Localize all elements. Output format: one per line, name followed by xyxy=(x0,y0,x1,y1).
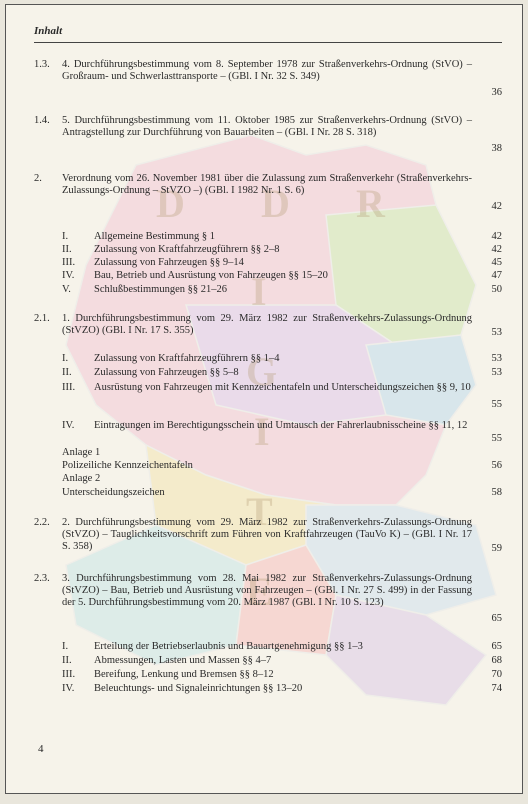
page-header-title: Inhalt xyxy=(34,25,63,37)
subentry-text: Zulassung von Fahrzeugen §§ 5–8 xyxy=(94,367,239,378)
entry-text: 5. Durchführungsbestimmung vom 11. Oktober 1985 zur Straßenverkehrs-Ordnung (StVO) – Antragstellung zur Durchführung von Bauarbeiten – (GBl. I Nr. 28 S. 318) xyxy=(62,115,472,139)
watermark-letter: D xyxy=(261,181,290,226)
subentry-numeral: III. xyxy=(62,257,76,268)
subentry-text: Eintragungen im Berechtigungsschein und Umtausch der Fahrerlaubnisscheine §§ 11, 12 xyxy=(94,420,468,431)
subentry-page: 55 xyxy=(491,433,502,444)
watermark-letter: R xyxy=(356,181,385,226)
annex-label: Anlage 2 xyxy=(62,473,101,484)
subentry-page: 53 xyxy=(491,353,502,364)
subentry-numeral: II. xyxy=(62,367,72,378)
watermark-letter: I xyxy=(251,269,267,314)
subentry-page: 53 xyxy=(491,367,502,378)
subentry-page: 68 xyxy=(491,655,502,666)
watermark-letter: G xyxy=(246,349,278,394)
watermark-letter: E xyxy=(246,569,273,614)
subentry-text: Ausrüstung von Fahrzeugen mit Kennzeichentafeln und Unterscheidungszeichen §§ 9, 10 xyxy=(94,382,471,393)
subentry-page: 45 xyxy=(491,257,502,268)
subentry-numeral: I. xyxy=(62,231,69,242)
subentry-numeral: II. xyxy=(62,244,72,255)
subentry-text: Zulassung von Kraftfahrzeugführern §§ 2–8 xyxy=(94,244,280,255)
document-page xyxy=(5,4,523,794)
subentry-page: 55 xyxy=(491,399,502,410)
entry-text: 1. Durchführungsbestimmung vom 29. März 1982 zur Straßenverkehrs-Zulassungs-Ordnung (StVZO) (GBl. I Nr. 17 S. 355) xyxy=(62,313,472,337)
entry-page: 53 xyxy=(491,327,502,338)
entry-page: 65 xyxy=(491,613,502,624)
subentry-text: Erteilung der Betriebserlaubnis und Bauartgenehmigung §§ 1–3 xyxy=(94,641,363,652)
page-number: 4 xyxy=(38,743,44,755)
subentry-numeral: IV. xyxy=(62,270,75,281)
header-rule xyxy=(34,42,502,43)
subentry-page: 65 xyxy=(491,641,502,652)
entry-page: 42 xyxy=(491,201,502,212)
subentry-text: Zulassung von Kraftfahrzeugführern §§ 1–4 xyxy=(94,353,280,364)
entry-text: 4. Durchführungsbestimmung vom 8. September 1978 zur Straßenverkehrs-Ordnung (StVO) – Großraum- und Schwerlasttransporte – (GBl. I Nr. 32 S. 349) xyxy=(62,59,472,83)
watermark-letter: D xyxy=(156,181,185,226)
subentry-numeral: I. xyxy=(62,353,69,364)
subentry-numeral: III. xyxy=(62,669,76,680)
entry-number: 1.4. xyxy=(34,115,50,126)
subentry-text: Abmessungen, Lasten und Massen §§ 4–7 xyxy=(94,655,272,666)
entry-text: Verordnung vom 26. November 1981 über die Zulassung zum Straßenverkehr (Straßenverkehrs-Zulassungs-Ordnung – StVZO –) (GBl. I 1982 Nr. 1 S. 6) xyxy=(62,173,472,197)
annex-page: 56 xyxy=(491,460,502,471)
subentry-numeral: IV. xyxy=(62,683,75,694)
subentry-text: Zulassung von Fahrzeugen §§ 9–14 xyxy=(94,257,244,268)
subentry-page: 42 xyxy=(491,244,502,255)
subentry-text: Bereifung, Lenkung und Bremsen §§ 8–12 xyxy=(94,669,274,680)
entry-number: 2. xyxy=(34,173,42,184)
entry-page: 59 xyxy=(491,543,502,554)
entry-page: 38 xyxy=(491,143,502,154)
entry-text: 2. Durchführungsbestimmung vom 29. März 1982 zur Straßenverkehrs-Zulassungs-Ordnung (StVZO) – Tauglichkeitsvorschrift zum Führen von Kraftfahrzeugen (TauVo K) – (GBl. I Nr. 17 S. 358) xyxy=(62,517,472,553)
watermark-letter: I xyxy=(254,409,270,454)
subentry-page: 50 xyxy=(491,284,502,295)
entry-text: 3. Durchführungsbestimmung vom 28. Mai 1982 zur Straßenverkehrs-Zulassungs-Ordnung (StVZO) – Bau, Betrieb und Ausrüstung von Fahrzeugen – (GBl. I Nr. 27 S. 499) in der Fassung der 5. Durchführungsbestimmung vom 20. März 1987 (GBl. I Nr. 10 S. 123) xyxy=(62,573,472,609)
subentry-numeral: V. xyxy=(62,284,71,295)
annex-label: Anlage 1 xyxy=(62,447,101,458)
subentry-text: Bau, Betrieb und Ausrüstung von Fahrzeugen §§ 15–20 xyxy=(94,270,328,281)
subentry-numeral: III. xyxy=(62,382,76,393)
subentry-page: 74 xyxy=(491,683,502,694)
subentry-page: 70 xyxy=(491,669,502,680)
subentry-page: 47 xyxy=(491,270,502,281)
annex-title: Unterscheidungszeichen xyxy=(62,487,165,498)
subentry-numeral: I. xyxy=(62,641,69,652)
subentry-page: 42 xyxy=(491,231,502,242)
annex-page: 58 xyxy=(491,487,502,498)
subentry-text: Beleuchtungs- und Signaleinrichtungen §§ 13–20 xyxy=(94,683,303,694)
annex-title: Polizeiliche Kennzeichentafeln xyxy=(62,460,193,471)
entry-number: 2.3. xyxy=(34,573,50,584)
watermark-letter: T xyxy=(246,489,273,534)
subentry-text: Allgemeine Bestimmung § 1 xyxy=(94,231,216,242)
entry-number: 1.3. xyxy=(34,59,50,70)
entry-number: 2.1. xyxy=(34,313,50,324)
subentry-text: Schlußbestimmungen §§ 21–26 xyxy=(94,284,227,295)
entry-number: 2.2. xyxy=(34,517,50,528)
subentry-numeral: II. xyxy=(62,655,72,666)
subentry-numeral: IV. xyxy=(62,420,75,431)
entry-page: 36 xyxy=(491,87,502,98)
